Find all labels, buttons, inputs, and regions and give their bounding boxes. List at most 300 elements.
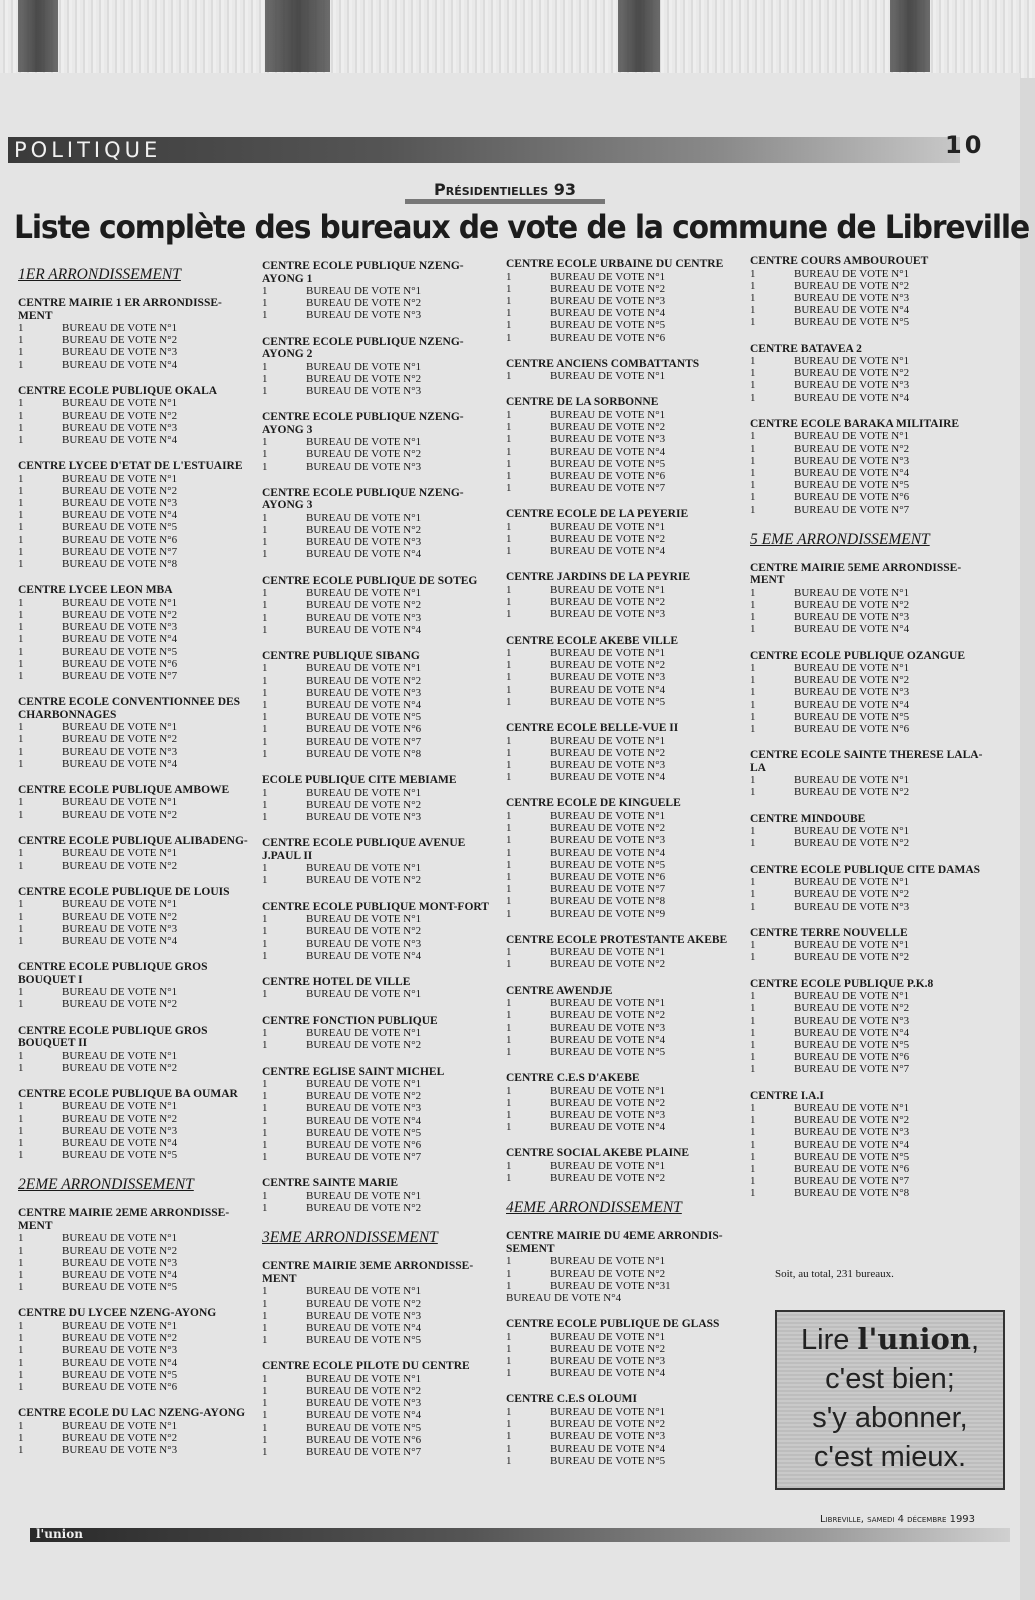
centre-name: CENTRE C.E.S D'AKEBE	[506, 1072, 640, 1085]
bureau-row	[506, 997, 746, 1009]
bureau-label: BUREAU DE VOTE N°3	[794, 1014, 910, 1027]
bureau-count: 1	[750, 442, 756, 455]
spacer	[18, 1293, 253, 1307]
bureau-count: 1	[18, 645, 24, 658]
bureau-row	[506, 584, 746, 596]
bureau-count: 1	[506, 370, 512, 383]
bureau-row	[750, 367, 995, 379]
spacer	[506, 621, 746, 635]
bureau-count: 1	[262, 1151, 268, 1164]
bureau-label: BUREAU DE VOTE N°5	[550, 695, 666, 708]
bureau-count: 1	[506, 997, 512, 1010]
bureau-count: 1	[506, 1109, 512, 1122]
polling-centre	[506, 722, 746, 783]
bureau-label: BUREAU DE VOTE N°7	[62, 669, 178, 682]
spacer	[262, 1346, 502, 1360]
bureau-label: BUREAU DE VOTE N°2	[62, 733, 178, 746]
bureau-row	[506, 883, 746, 895]
bureau-label: BUREAU DE VOTE N°3	[62, 497, 178, 510]
bureau-count: 1	[262, 1102, 268, 1115]
bureau-label: BUREAU DE VOTE N°2	[550, 958, 666, 971]
bureau-row	[18, 847, 253, 859]
bureau-row	[262, 736, 502, 748]
polling-centre	[262, 1066, 502, 1164]
bureau-row	[262, 950, 502, 962]
bureau-label: BUREAU DE VOTE N°1	[306, 988, 422, 1001]
bureau-row	[750, 611, 995, 623]
polling-centre	[18, 961, 253, 1010]
bureau-label: BUREAU DE VOTE N°3	[306, 937, 422, 950]
bureau-count: 1	[750, 951, 756, 964]
bureau-label: BUREAU DE VOTE N°1	[550, 946, 666, 959]
bureau-count: 1	[750, 990, 756, 1003]
bureau-label: BUREAU DE VOTE N°6	[306, 723, 422, 736]
bureau-count: 1	[506, 520, 512, 533]
bureau-row	[506, 759, 746, 771]
centre-name: CENTRE ECOLE PUBLIQUE NZENG- AYONG 2	[262, 335, 464, 361]
bureau-count: 1	[750, 267, 756, 280]
bureau-label: BUREAU DE VOTE N°3	[550, 1109, 666, 1122]
bureau-count: 1	[750, 1150, 756, 1163]
bureau-label: BUREAU DE VOTE N°1	[62, 397, 178, 410]
bureau-row	[18, 322, 253, 334]
bureau-row	[506, 482, 746, 494]
bureau-count: 1	[18, 1319, 24, 1332]
bureau-count: 1	[262, 372, 268, 385]
bureau-count: 1	[18, 669, 24, 682]
polling-centre	[750, 418, 995, 516]
bureau-count: 1	[262, 1372, 268, 1385]
polling-centre	[18, 385, 253, 446]
bureau-label: BUREAU DE VOTE N°2	[62, 998, 178, 1011]
bureau-count: 1	[262, 1027, 268, 1040]
spacer	[506, 1184, 746, 1198]
bureau-label: BUREAU DE VOTE N°2	[794, 951, 910, 964]
bureau-row	[262, 1310, 502, 1322]
bureau-row	[262, 436, 502, 448]
polling-centre	[262, 487, 502, 561]
spacer	[18, 1393, 253, 1407]
bureau-label: BUREAU DE VOTE N°4	[794, 1138, 910, 1151]
bureau-count: 1	[262, 524, 268, 537]
bureau-count: 1	[18, 497, 24, 510]
bureau-label: BUREAU DE VOTE N°3	[306, 611, 422, 624]
bureau-row	[18, 923, 253, 935]
bureau-label: BUREAU DE VOTE N°4	[794, 1026, 910, 1039]
bureau-row	[506, 847, 746, 859]
bureau-count: 1	[506, 683, 512, 696]
bureau-label: BUREAU DE VOTE N°5	[794, 479, 910, 492]
centre-name: CENTRE ECOLE PROTESTANTE AKEBE	[506, 933, 728, 946]
bureau-row	[750, 599, 995, 611]
bureau-row	[506, 747, 746, 759]
bureau-row	[18, 1257, 253, 1269]
bureau-label: BUREAU DE VOTE N°4	[794, 623, 910, 636]
ad-text: c'est bien;	[825, 1363, 955, 1395]
bureau-count: 1	[262, 874, 268, 887]
bureau-count: 1	[18, 1149, 24, 1162]
bureau-count: 1	[18, 1356, 24, 1369]
bureau-label: BUREAU DE VOTE N°4	[306, 1321, 422, 1334]
bureau-count: 1	[18, 608, 24, 621]
spacer	[18, 1011, 253, 1025]
bureau-count: 1	[750, 876, 756, 889]
bureau-count: 1	[18, 796, 24, 809]
bureau-row	[750, 467, 995, 479]
bureau-row	[262, 612, 502, 624]
bureau-row	[18, 633, 253, 645]
bureau-row	[262, 675, 502, 687]
spacer	[506, 1133, 746, 1147]
bureau-label: BUREAU DE VOTE N°5	[550, 457, 666, 470]
bureau-count: 1	[506, 659, 512, 672]
bureau-count: 1	[750, 723, 756, 736]
bureau-count: 1	[506, 1405, 512, 1418]
polling-centre	[262, 650, 502, 760]
bureau-row	[18, 670, 253, 682]
bureau-count: 1	[506, 1430, 512, 1443]
bureau-row	[750, 1015, 995, 1027]
bureau-label: BUREAU DE VOTE N°5	[306, 711, 422, 724]
bureau-count: 1	[262, 385, 268, 398]
bureau-count: 1	[18, 733, 24, 746]
bureau-row	[506, 1109, 746, 1121]
bureau-row	[506, 908, 746, 920]
bureau-count: 1	[506, 809, 512, 822]
bureau-count: 1	[750, 355, 756, 368]
bureau-row	[750, 491, 995, 503]
centre-name: CENTRE ECOLE AKEBE VILLE	[506, 634, 679, 647]
centre-name: CENTRE ECOLE PUBLIQUE ALIBADENG-	[18, 834, 248, 847]
bureau-row	[750, 1102, 995, 1114]
bureau-count: 1	[18, 621, 24, 634]
polling-centre	[750, 255, 995, 329]
bureau-count: 1	[18, 898, 24, 911]
centre-name: CENTRE ANCIENS COMBATTANTS	[506, 357, 700, 370]
bureau-count: 1	[750, 774, 756, 787]
bureau-row	[262, 711, 502, 723]
bureau-row	[750, 674, 995, 686]
bureau-count: 1	[262, 1433, 268, 1446]
bureau-label: BUREAU DE VOTE N°4	[794, 698, 910, 711]
centre-name: CENTRE ECOLE DE LA PEYERIE	[506, 508, 689, 521]
bureau-label: BUREAU DE VOTE N°6	[62, 1380, 178, 1393]
bureau-count: 1	[750, 1126, 756, 1139]
bureau-label: BUREAU DE VOTE N°1	[550, 1405, 666, 1418]
bureau-count: 1	[262, 1397, 268, 1410]
bureau-count: 1	[18, 1112, 24, 1125]
bureau-label: BUREAU DE VOTE N°2	[306, 524, 422, 537]
bureau-row	[262, 1190, 502, 1202]
bureau-count: 1	[506, 1033, 512, 1046]
spacer	[18, 1161, 253, 1175]
bureau-row	[506, 1367, 746, 1379]
bureau-count: 1	[18, 358, 24, 371]
spacer	[750, 1200, 995, 1214]
spacer	[262, 1458, 502, 1472]
bureau-count: 1	[18, 533, 24, 546]
bureau-label: BUREAU DE VOTE N°6	[62, 657, 178, 670]
bureau-row	[262, 309, 502, 321]
page-number: 10	[945, 131, 985, 159]
centre-name: CENTRE MINDOUBE	[750, 812, 866, 825]
bureau-count: 1	[506, 545, 512, 558]
bureau-row	[18, 898, 253, 910]
bureau-count: 1	[262, 1334, 268, 1347]
bureau-row	[262, 1078, 502, 1090]
bureau-row	[262, 1422, 502, 1434]
total-note: Soit, au total, 231 bureaux.	[775, 1268, 894, 1280]
bureau-row	[18, 1113, 253, 1125]
bureau-row	[506, 1121, 746, 1133]
bureau-row	[750, 786, 995, 798]
centre-name: CENTRE MAIRIE DU 4EME ARRONDIS- SEMENT	[506, 1230, 723, 1255]
bureau-row	[18, 733, 253, 745]
spacer	[18, 872, 253, 886]
bureau-row	[262, 385, 502, 397]
bureau-row	[18, 1269, 253, 1281]
bureau-row	[18, 422, 253, 434]
bureau-count: 1	[262, 798, 268, 811]
bureau-label: BUREAU DE VOTE N°1	[794, 1102, 910, 1115]
centre-name: CENTRE ECOLE BARAKA MILITAIRE	[750, 417, 960, 430]
spacer	[506, 344, 746, 358]
bureau-label: BUREAU DE VOTE N°1	[550, 1159, 666, 1172]
bureau-label: BUREAU DE VOTE N°2	[550, 421, 666, 434]
bureau-row	[18, 911, 253, 923]
bureau-count: 1	[750, 430, 756, 443]
bureau-row	[506, 1034, 746, 1046]
bureau-label: BUREAU DE VOTE N°5	[794, 710, 910, 723]
bureau-label: BUREAU DE VOTE N°2	[794, 442, 910, 455]
polling-centre	[750, 749, 995, 798]
spacer	[262, 397, 502, 411]
bureau-count: 1	[750, 939, 756, 952]
centre-name: CENTRE ECOLE PUBLIQUE GROS BOUQUET II	[18, 1024, 208, 1050]
bureau-label: BUREAU DE VOTE N°2	[550, 746, 666, 759]
bureau-label: BUREAU DE VOTE N°5	[794, 1150, 910, 1163]
bureau-label: BUREAU DE VOTE N°2	[306, 925, 422, 938]
bureau-row	[18, 1420, 253, 1432]
scan-shadow	[890, 0, 930, 72]
bureau-count: 1	[18, 1049, 24, 1062]
polling-centre	[262, 336, 502, 398]
spacer	[506, 557, 746, 571]
bureau-label: BUREAU DE VOTE N°2	[550, 1096, 666, 1109]
bureau-label: BUREAU DE VOTE N°7	[794, 503, 910, 516]
spacer	[18, 1456, 253, 1470]
centre-name: CENTRE DE LA SORBONNE	[506, 396, 659, 409]
bureau-count: 1	[262, 1189, 268, 1202]
polling-centre	[506, 1318, 746, 1379]
centre-name: CENTRE MAIRIE 5EME ARRONDISSE- MENT	[750, 561, 962, 587]
bureau-row	[506, 696, 746, 708]
bureau-count: 1	[18, 986, 24, 999]
bureau-label: BUREAU DE VOTE N°1	[794, 939, 910, 952]
bureau-row	[262, 723, 502, 735]
spacer	[18, 1074, 253, 1088]
scan-shadow	[18, 0, 58, 72]
bureau-label: BUREAU DE VOTE N°2	[62, 334, 178, 347]
bureau-label: BUREAU DE VOTE N°3	[794, 611, 910, 624]
bureau-label: BUREAU DE VOTE N°1	[550, 997, 666, 1010]
bureau-row	[750, 1126, 995, 1138]
bureau-count: 1	[18, 657, 24, 670]
polling-centre	[262, 1177, 502, 1214]
polling-centre	[506, 1072, 746, 1133]
spacer	[750, 964, 995, 978]
spacer	[750, 799, 995, 813]
polling-centre	[750, 343, 995, 404]
polling-centre	[506, 571, 746, 620]
bureau-row	[262, 988, 502, 1000]
bureau-count: 1	[262, 949, 268, 962]
bureau-count: 1	[506, 445, 512, 458]
bureau-count: 1	[262, 285, 268, 297]
polling-centre	[506, 934, 746, 971]
bureau-row	[750, 479, 995, 491]
bureau-label: BUREAU DE VOTE N°1	[550, 734, 666, 747]
bureau-label: BUREAU DE VOTE N°5	[794, 1038, 910, 1051]
bureau-label: BUREAU DE VOTE N°6	[306, 1139, 422, 1152]
bureau-row	[262, 1151, 502, 1163]
bureau-count: 1	[262, 623, 268, 636]
bureau-label: BUREAU DE VOTE N°31	[550, 1279, 671, 1292]
bureau-row	[750, 443, 995, 455]
bureau-label: BUREAU DE VOTE N°2	[794, 279, 910, 292]
polling-centre	[506, 797, 746, 919]
bureau-label: BUREAU DE VOTE N°4	[306, 699, 422, 712]
bureau-row	[750, 686, 995, 698]
bureau-row	[262, 925, 502, 937]
bureau-label: BUREAU DE VOTE N°3	[62, 421, 178, 434]
bureau-count: 1	[750, 837, 756, 850]
bureau-label: BUREAU DE VOTE N°7	[794, 1063, 910, 1076]
bureau-count: 1	[262, 735, 268, 748]
bureau-count: 1	[262, 611, 268, 624]
bureau-label: BUREAU DE VOTE N°2	[62, 608, 178, 621]
bureau-count: 1	[506, 895, 512, 908]
bureau-count: 1	[18, 934, 24, 947]
centre-name: CENTRE LYCEE D'ETAT DE L'ESTUAIRE	[18, 460, 243, 473]
polling-centre	[506, 635, 746, 709]
bureau-count: 1	[262, 913, 268, 926]
bureau-count: 1	[506, 647, 512, 660]
bureau-count: 1	[262, 1202, 268, 1215]
bureau-label: BUREAU DE VOTE N°6	[794, 1163, 910, 1176]
bureau-label: BUREAU DE VOTE N°8	[794, 1187, 910, 1200]
bureau-row	[506, 659, 746, 671]
bureau-row	[750, 723, 995, 735]
centre-name: CENTRE ECOLE PUBLIQUE DE SOTEG	[262, 574, 478, 587]
bureau-label: BUREAU DE VOTE N°5	[62, 1368, 178, 1381]
bureau-label: BUREAU DE VOTE N°2	[794, 837, 910, 850]
polling-centre	[506, 396, 746, 494]
footer-brand: l'union	[36, 1527, 83, 1541]
bureau-row	[750, 280, 995, 292]
bureau-label: BUREAU DE VOTE N°3	[794, 1126, 910, 1139]
bureau-count: 1	[262, 711, 268, 724]
bureau-count: 1	[506, 1159, 512, 1172]
bureau-label: BUREAU DE VOTE N°2	[62, 1061, 178, 1074]
polling-centre	[262, 1015, 502, 1052]
bureau-count: 1	[506, 734, 512, 747]
bureau-count: 1	[506, 958, 512, 971]
bureau-count: 1	[506, 1342, 512, 1355]
bureau-row	[506, 1443, 746, 1455]
bureau-label: BUREAU DE VOTE N°2	[794, 367, 910, 380]
bureau-row	[506, 1097, 746, 1109]
bureau-row	[18, 758, 253, 770]
bureau-label: BUREAU DE VOTE N°2	[62, 1244, 178, 1257]
bureau-row	[18, 1381, 253, 1393]
bureau-label: BUREAU DE VOTE N°4	[62, 757, 178, 770]
centre-name: CENTRE ECOLE PUBLIQUE AMBOWE	[18, 783, 230, 796]
spacer	[262, 1052, 502, 1066]
bureau-label: BUREAU DE VOTE N°2	[62, 808, 178, 821]
bureau-row	[18, 1357, 253, 1369]
bureau-label: BUREAU DE VOTE N°4	[62, 358, 178, 371]
bureau-row	[506, 684, 746, 696]
spacer	[750, 735, 995, 749]
bureau-count: 1	[18, 1269, 24, 1282]
bureau-row	[262, 512, 502, 524]
bureau-row	[262, 1115, 502, 1127]
bureau-label: BUREAU DE VOTE N°1	[306, 285, 422, 297]
spacer	[750, 850, 995, 864]
bureau-count: 1	[18, 509, 24, 522]
centre-name: CENTRE COURS AMBOUROUET	[750, 255, 929, 267]
bureau-count: 1	[506, 457, 512, 470]
bureau-count: 1	[750, 379, 756, 392]
centre-name: CENTRE MAIRIE 3EME ARRONDISSE- MENT	[262, 1260, 474, 1285]
bureau-row	[750, 392, 995, 404]
bureau-label: BUREAU DE VOTE N°2	[306, 1202, 422, 1215]
bureau-row	[506, 822, 746, 834]
centre-name: CENTRE BATAVEA 2	[750, 342, 862, 355]
bureau-label: BUREAU DE VOTE N°2	[550, 533, 666, 546]
bureau-row	[262, 687, 502, 699]
centre-name: CENTRE MAIRIE 1 ER ARRONDISSE- MENT	[18, 297, 222, 322]
bureau-row	[18, 658, 253, 670]
bureau-row	[506, 895, 746, 907]
bureau-label: BUREAU DE VOTE N°4	[550, 545, 666, 558]
bureau-label: BUREAU DE VOTE N°5	[794, 316, 910, 329]
spacer	[262, 1214, 502, 1228]
centre-name: CENTRE ECOLE PUBLIQUE NZENG- AYONG 3	[262, 411, 464, 436]
polling-centre	[18, 460, 253, 570]
bureau-count: 1	[750, 786, 756, 799]
bureau-label: BUREAU DE VOTE N°3	[306, 385, 422, 398]
bureau-label: BUREAU DE VOTE N°2	[62, 1332, 178, 1345]
subscription-ad	[775, 1310, 1005, 1490]
centre-name: ECOLE PUBLIQUE CITE MEBIAME	[262, 774, 457, 787]
bureau-label: BUREAU DE VOTE N°1	[550, 809, 666, 822]
spacer	[18, 821, 253, 835]
bureau-row	[750, 1027, 995, 1039]
bureau-count: 1	[18, 1100, 24, 1113]
bureau-row	[262, 1039, 502, 1051]
bureau-label: BUREAU DE VOTE N°6	[306, 1433, 422, 1446]
bureau-row	[18, 746, 253, 758]
bureau-label: BUREAU DE VOTE N°4	[550, 445, 666, 458]
bureau-row	[18, 521, 253, 533]
polling-centre	[750, 650, 995, 736]
bureau-row	[750, 1039, 995, 1051]
bureau-row	[506, 319, 746, 331]
bureau-label: BUREAU DE VOTE N°7	[62, 545, 178, 558]
bureau-label: BUREAU DE VOTE N°3	[62, 745, 178, 758]
